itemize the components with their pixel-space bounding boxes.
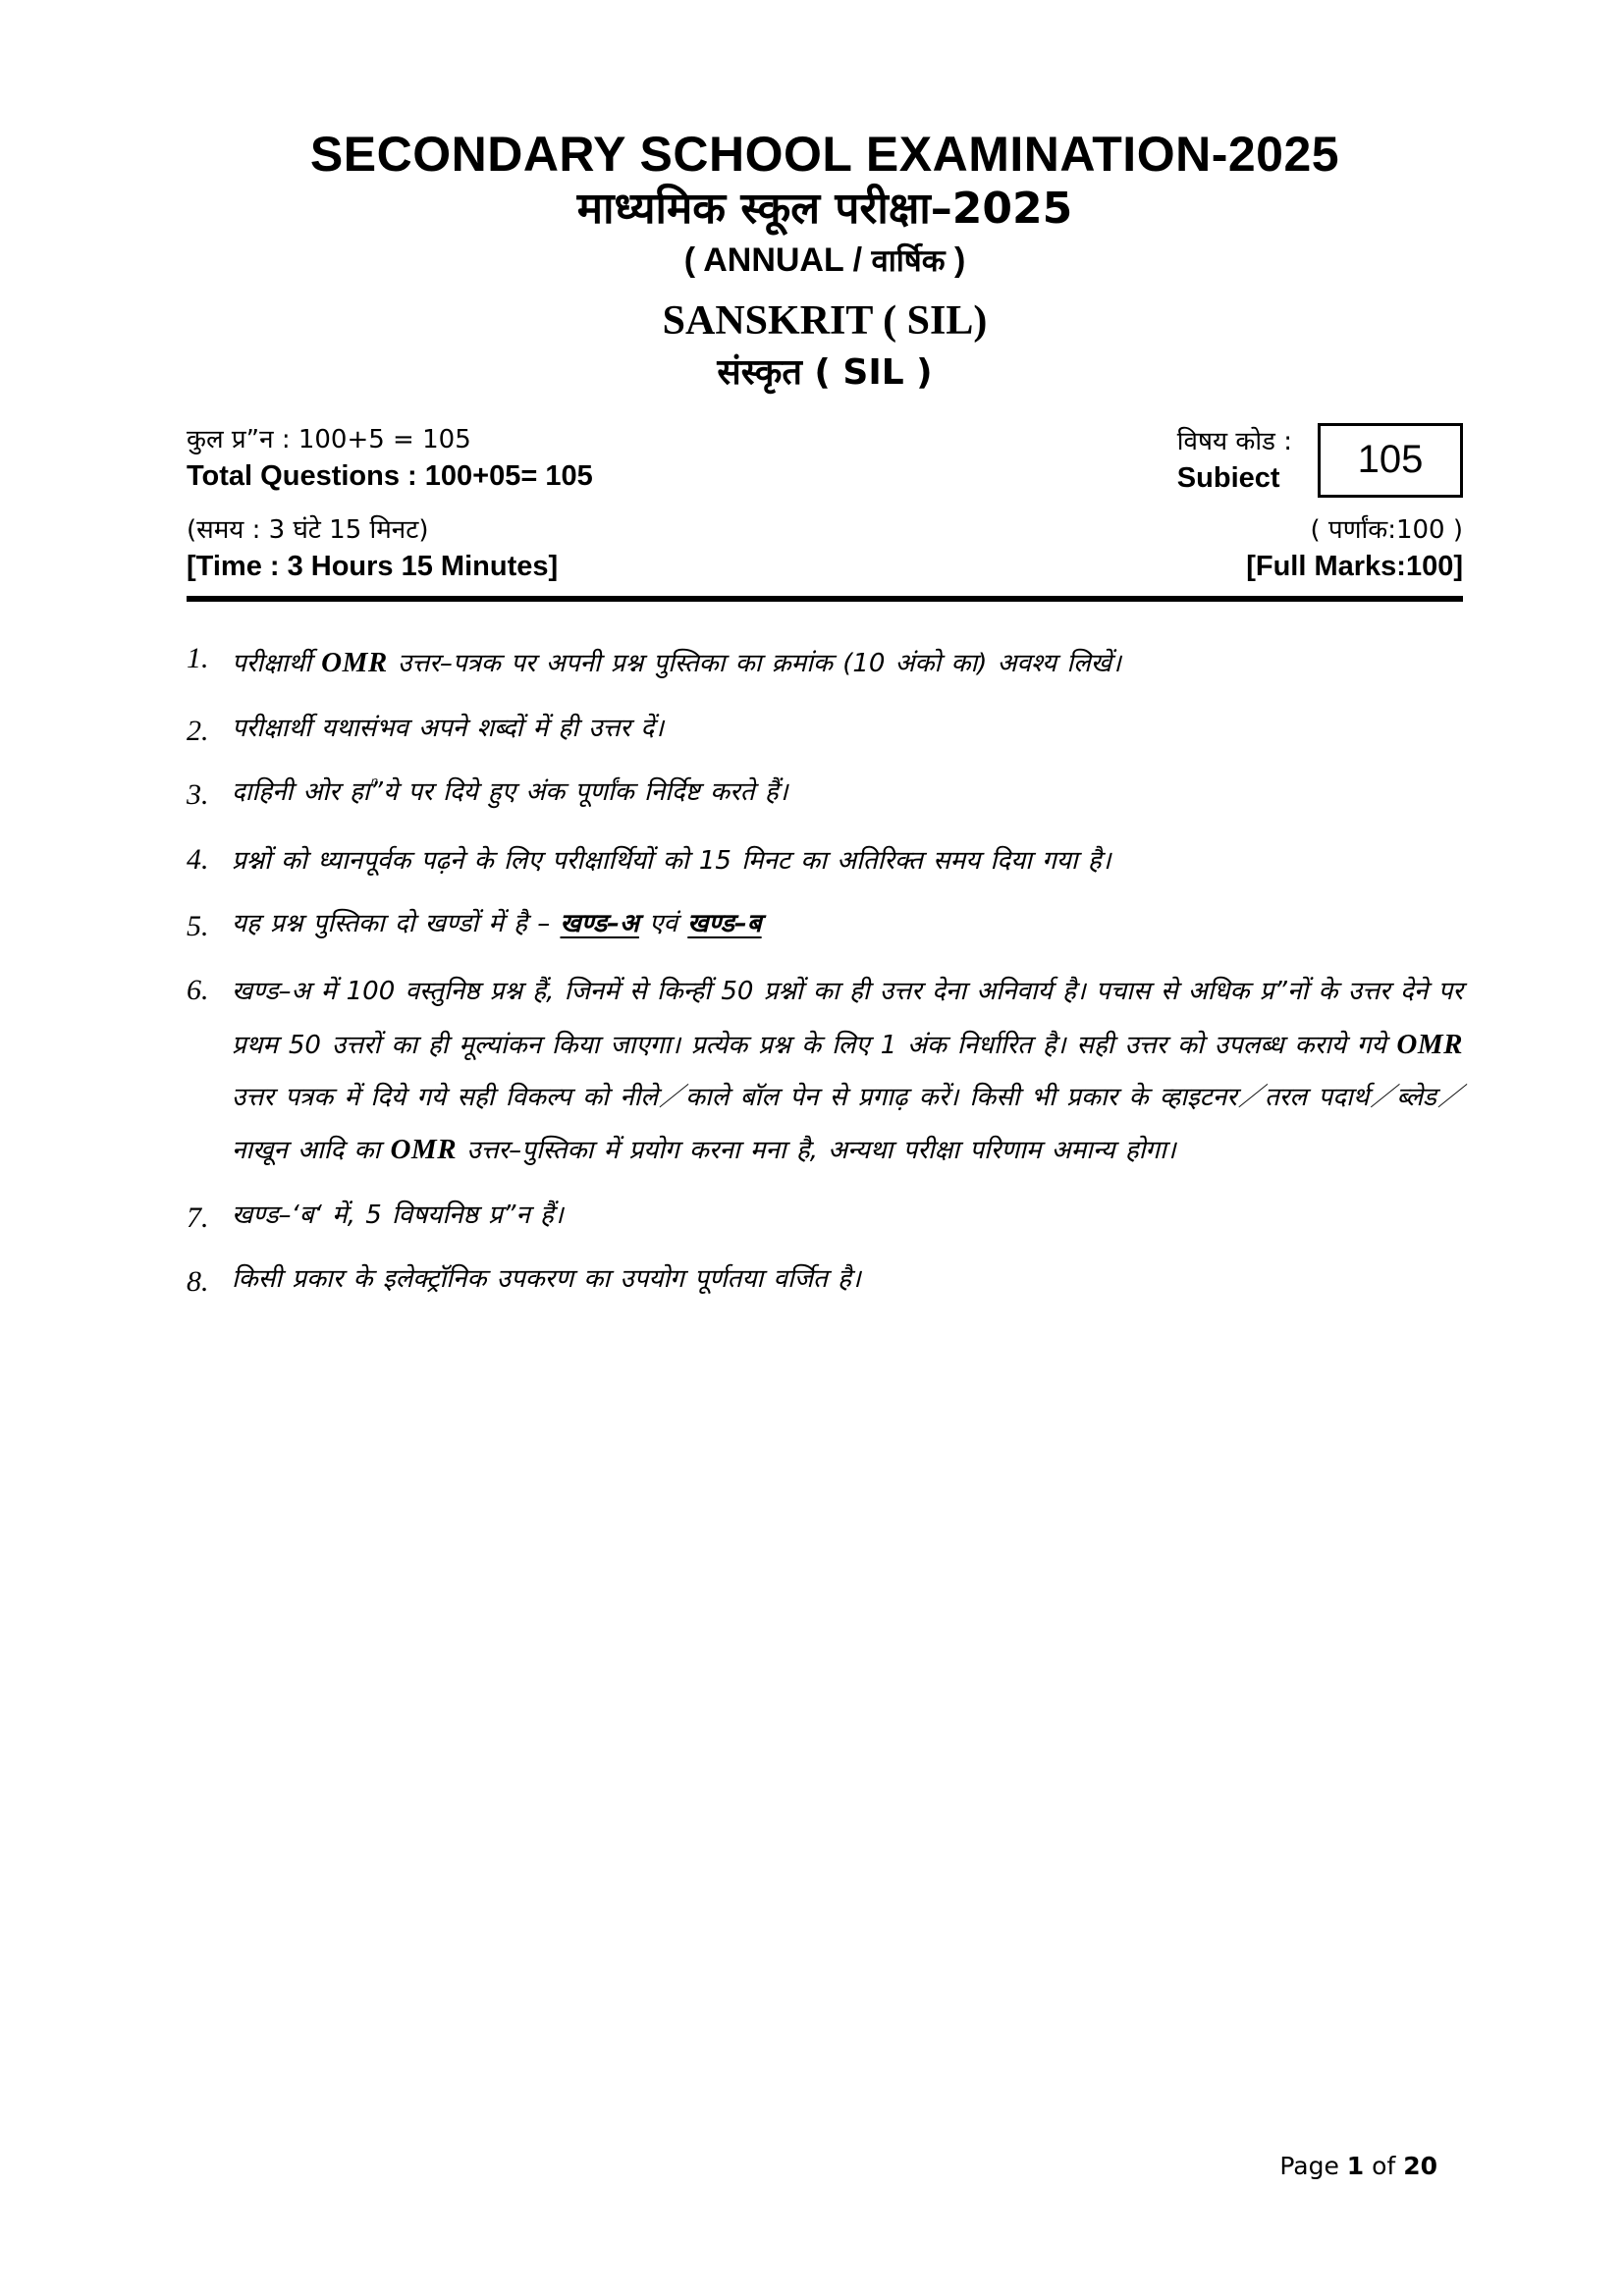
subject-code-labels (1177, 423, 1318, 498)
session-label-english: ( ANNUAL / (683, 240, 872, 279)
time-hindi: (समय : 3 घंटे 15 मिनट) (187, 515, 429, 546)
questions-and-code-row (187, 423, 1463, 498)
footer-total-pages: 20 (1403, 2152, 1437, 2180)
instruction-text-segment: खण्ड–अ में 100 वस्तुनिष्ठ प्रश्न हैं, जिनमें से किन्हीं 50 प्रश्नों का ही उत्तर देना अनिवार्य है। पचास से अधिक प्र”नों के उत्तर देने पर प्रथम 50 उत्तरों का ही मूल्यांकन किया जाएगा। प्रत्येक प्रश्न के लिए 1 अंक निर्धारित है। सही उत्तर को उपलब्ध कराये गये (232, 977, 1463, 1061)
instruction-text-segment: OMR (321, 647, 388, 679)
instruction-item (187, 1258, 1463, 1307)
instruction-text (232, 1258, 1463, 1300)
instruction-text (232, 708, 1463, 749)
instruction-text-segment: उत्तर–पत्रक पर अपनी प्रश्न पुस्तिका का क्रमांक (10 अंको का) अवश्य लिखें। (387, 649, 1121, 679)
instruction-number: 8. (187, 1265, 209, 1299)
instruction-text (232, 635, 1463, 691)
instruction-text-segment: उत्तर–पुस्तिका में प्रयोग करना मना है, अन्यथा परीक्षा परिणाम अमान्य होगा। (457, 1136, 1176, 1166)
instruction-number: 2. (187, 714, 209, 747)
instruction-text (232, 967, 1463, 1177)
instructions-list (187, 635, 1463, 1307)
instruction-text (232, 836, 1463, 886)
instruction-text-segment: खण्ड–अ (560, 908, 639, 938)
full-marks-group (1246, 513, 1463, 586)
session-label-close: ) (945, 240, 966, 279)
subject-code-label-english: Subiect (1176, 461, 1280, 494)
session-label-hindi: वार्षिक (871, 242, 946, 279)
full-marks-english: [Full Marks:100] (1246, 551, 1463, 583)
instruction-number: 7. (187, 1201, 209, 1234)
instruction-text-segment: खण्ड–ब (687, 908, 762, 938)
subject-code-group (1177, 423, 1463, 498)
subject-code-value-box: 105 (1318, 423, 1463, 498)
instruction-text-segment: OMR (390, 1134, 458, 1166)
total-questions-hindi: कुल प्र”न : 100+5 = 105 (187, 424, 471, 454)
instruction-text-segment: किसी प्रकार के इलेक्ट्रॉनिक उपकरण का उपयोग पूर्णतया वर्जित है। (232, 1264, 861, 1295)
instruction-text-segment: दाहिनी ओर हाᷠ”ये पर दिये हुए अंक पूर्णांक निर्दिष्ट करते हैं। (232, 777, 788, 808)
instruction-item (187, 772, 1463, 820)
instruction-item (187, 836, 1463, 886)
page-content (187, 128, 1463, 1323)
time-english: [Time : 3 Hours 15 Minutes] (187, 551, 559, 583)
instruction-text (232, 903, 1463, 944)
exam-title-hindi: माध्यमिक स्कूल परीक्षा–2025 (576, 184, 1073, 234)
instruction-text-segment: यह प्रश्न पुस्तिका दो खण्डों में है – (232, 908, 561, 938)
instruction-number: 4. (187, 843, 209, 877)
instruction-text-segment: परीक्षार्थी यथासंभव अपने शब्दों में ही उत्तर दें। (232, 713, 664, 743)
subject-title-hindi: संस्कृत ( SIL ) (717, 351, 933, 393)
header-divider-rule (187, 596, 1463, 602)
instruction-text-segment: OMR (1396, 1029, 1463, 1061)
footer-page-number: 1 (1346, 2152, 1365, 2180)
instruction-number: 6. (187, 974, 209, 1007)
instruction-number: 1. (187, 642, 209, 675)
time-and-marks-row (187, 513, 1463, 586)
instruction-number: 5. (187, 909, 209, 942)
instruction-text (232, 1195, 1463, 1236)
page-footer (1279, 2152, 1437, 2180)
exam-info-block (187, 423, 1463, 602)
instruction-item (187, 903, 1463, 951)
instruction-text-segment: खण्ड–‘ब‘ में, 5 विषयनिष्ठ प्र”न हैं। (232, 1200, 564, 1230)
total-questions-group (187, 423, 593, 496)
instruction-item (187, 967, 1463, 1177)
exam-header (187, 128, 1463, 394)
footer-middle: of (1364, 2152, 1404, 2180)
instruction-text-segment: उत्तर पत्रक में दिये गये सही विकल्प को नीले／काले बॉल पेन से प्रगाढ़ करें। किसी भी प्रकार के व्हाइटनर／तरल पदार्थ／ब्लेड／नाखून आदि का (232, 1082, 1463, 1166)
instruction-number: 3. (187, 778, 209, 812)
subject-code-label-hindi: विषय कोड : (1176, 426, 1292, 456)
instruction-text-segment: परीक्षार्थी (232, 649, 322, 679)
instruction-item (187, 1195, 1463, 1243)
instruction-item (187, 708, 1463, 756)
time-group (187, 513, 558, 586)
exam-session-line (187, 240, 1463, 281)
instruction-text-segment: एवं (638, 908, 688, 938)
full-marks-hindi: ( पर्णांक:100 ) (1310, 515, 1463, 546)
footer-prefix: Page (1279, 2152, 1347, 2180)
instruction-item (187, 635, 1463, 691)
instruction-text (232, 772, 1463, 813)
total-questions-english: Total Questions : 100+05= 105 (187, 459, 593, 492)
subject-title-english: SANSKRIT ( SIL) (662, 298, 988, 345)
instruction-text-segment: प्रश्नों को ध्यानपूर्वक पढ़ने के लिए परीक्षार्थियों को 15 मिनट का अतिरिक्त समय दिया गया है। (232, 846, 1111, 877)
exam-title-english: SECONDARY SCHOOL EXAMINATION-2025 (309, 127, 1340, 182)
